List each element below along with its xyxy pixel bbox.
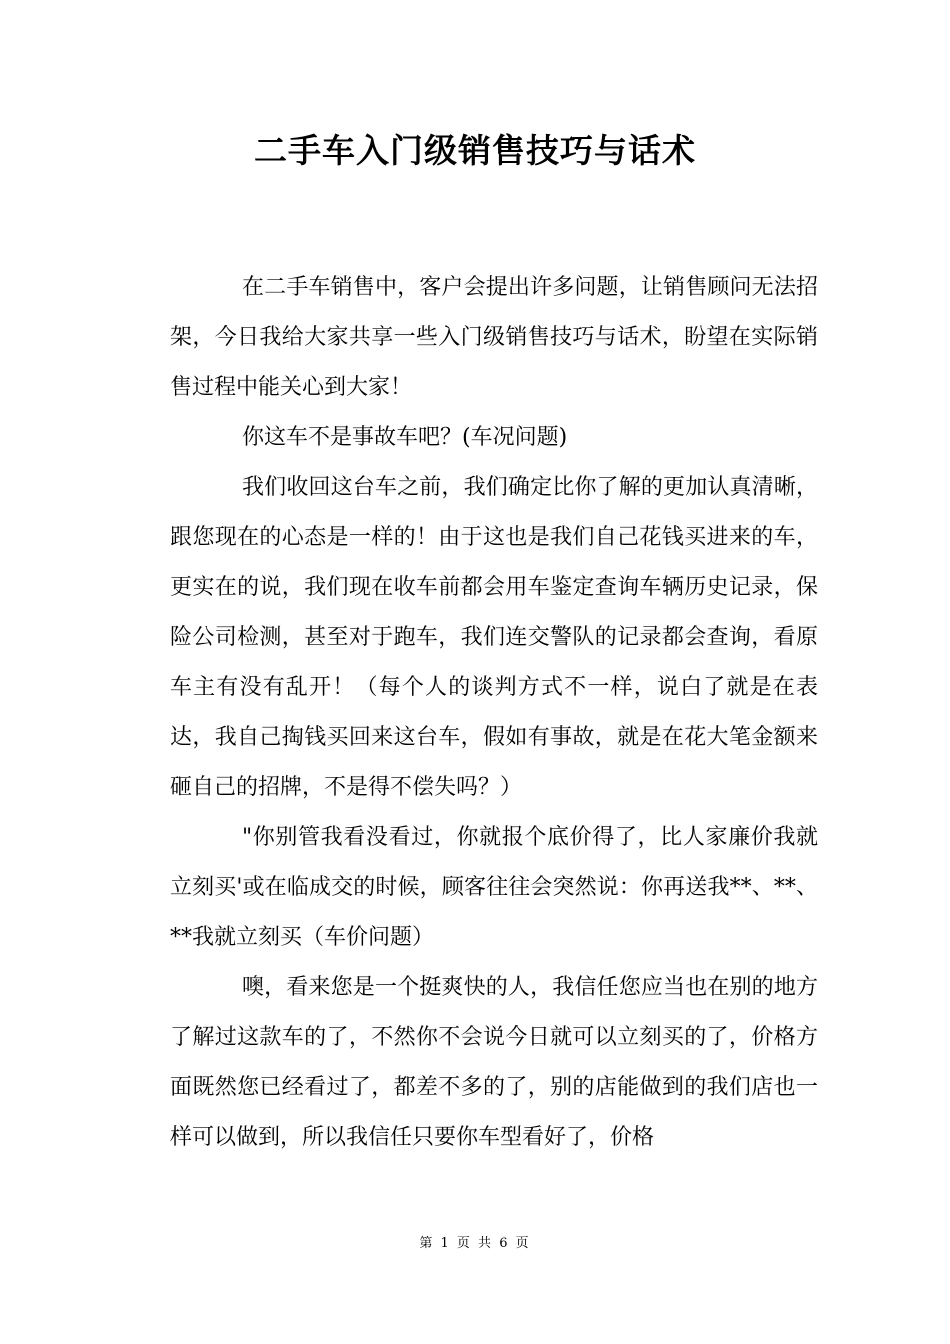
paragraph-question-condition: 你这车不是事故车吧？(车况问题) [242, 425, 568, 450]
paragraph-question-price: "你别管我看没看过，你就报个底价得了，比人家廉价我就立刻买'或在临成交的时候，顾客往往会突然说：你再送我**、**、**我就立刻买（车价问题） [170, 825, 818, 950]
paragraph-answer-condition: 我们收回这台车之前，我们确定比你了解的更加认真清晰，跟您现在的心态是一样的！由于这也是我们自己花钱买进来的车，更实在的说，我们现在收车前都会用车鉴定查询车辆历史记录，保险公司检测，甚至对于跑车，我们连交警队的记录都会查询，看原车主有没有乱开！（每个人的谈判方式不一样，说白了就是在表达，我自己掏钱买回来这台车，假如有事故，就是在花大笔金额来砸自己的招牌，不是得不偿失吗？） [170, 475, 818, 800]
paragraph-answer-price: 噢，看来您是一个挺爽快的人，我信任您应当也在别的地方了解过这款车的了，不然你不会说今日就可以立刻买的了，价格方面既然您已经看过了，都差不多的了，别的店能做到的我们店也一样可以做到，所以我信任只要你车型看好了，价格 [170, 975, 818, 1150]
paragraph-intro: 在二手车销售中，客户会提出许多问题，让销售顾问无法招架，今日我给大家共享一些入门级销售技巧与话术，盼望在实际销售过程中能关心到大家！ [170, 275, 818, 400]
document-title: 二手车入门级销售技巧与话术 [254, 131, 696, 171]
document-body [170, 263, 818, 1163]
page-footer: 第 1 页 共 6 页 [419, 1236, 531, 1251]
